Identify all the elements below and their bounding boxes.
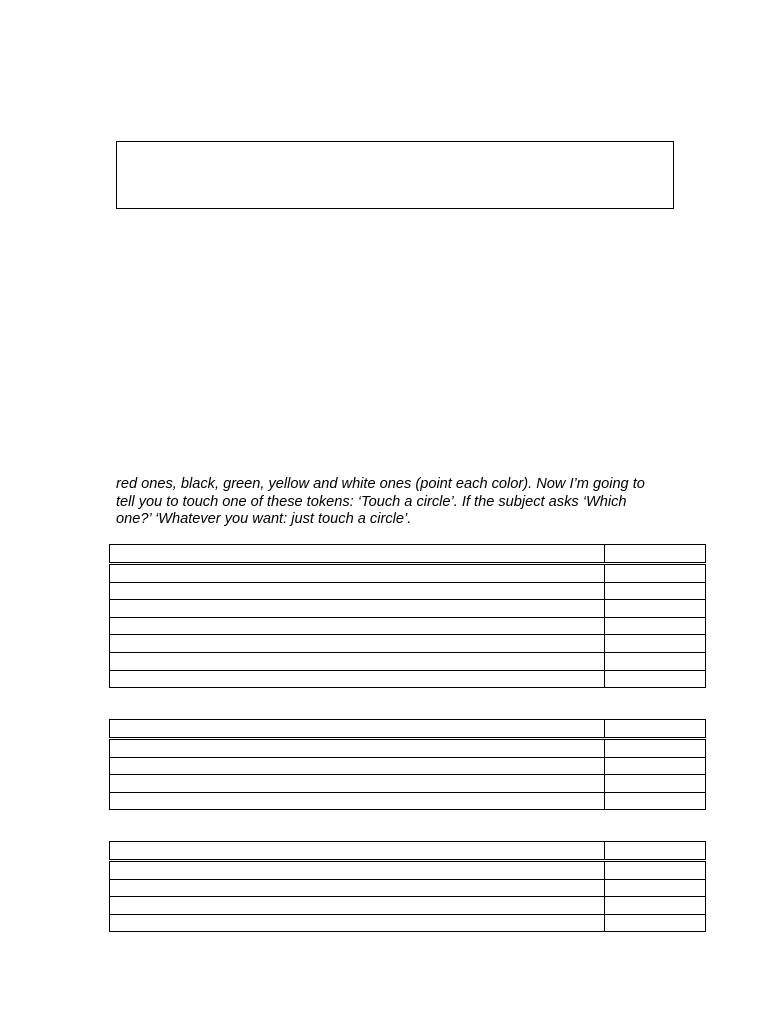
header-cell-score — [605, 545, 706, 564]
score-cell — [605, 600, 706, 618]
table-row — [110, 757, 706, 775]
table-row — [110, 879, 706, 897]
score-cell — [605, 582, 706, 600]
instruction-paragraph — [116, 476, 691, 529]
score-cell — [605, 792, 706, 810]
table-header-row — [110, 545, 706, 564]
score-cell — [605, 670, 706, 688]
table-row — [110, 617, 706, 635]
score-cell — [605, 914, 706, 932]
table-row — [110, 600, 706, 618]
item-cell — [110, 879, 605, 897]
table-row — [110, 897, 706, 915]
instruction-line: red ones, black, green, yellow and white ones (point each color). Now I’m going to — [116, 476, 645, 492]
item-cell — [110, 582, 605, 600]
score-cell — [605, 564, 706, 583]
table-row — [110, 739, 706, 758]
table-row — [110, 582, 706, 600]
table-row — [110, 564, 706, 583]
table-row — [110, 670, 706, 688]
header-cell-item — [110, 842, 605, 861]
item-cell — [110, 792, 605, 810]
instruction-line: one?’ ‘Whatever you want: just touch a circle’. — [116, 511, 412, 527]
item-cell — [110, 652, 605, 670]
score-table-3 — [109, 841, 706, 932]
table-row — [110, 914, 706, 932]
item-cell — [110, 775, 605, 793]
item-cell — [110, 914, 605, 932]
score-cell — [605, 879, 706, 897]
item-cell — [110, 617, 605, 635]
table-row — [110, 775, 706, 793]
score-cell — [605, 897, 706, 915]
item-cell — [110, 670, 605, 688]
item-cell — [110, 757, 605, 775]
score-cell — [605, 739, 706, 758]
table-row — [110, 635, 706, 653]
score-cell — [605, 635, 706, 653]
score-cell — [605, 617, 706, 635]
title-box — [116, 141, 674, 209]
header-cell-score — [605, 720, 706, 739]
item-cell — [110, 600, 605, 618]
item-cell — [110, 635, 605, 653]
item-cell — [110, 739, 605, 758]
table-row — [110, 792, 706, 810]
score-table-1 — [109, 544, 706, 688]
header-cell-score — [605, 842, 706, 861]
table-row — [110, 861, 706, 880]
instruction-line: tell you to touch one of these tokens: ‘Touch a circle’. If the subject asks ‘Which — [116, 493, 627, 510]
score-cell — [605, 861, 706, 880]
item-cell — [110, 897, 605, 915]
table-row — [110, 652, 706, 670]
header-cell-item — [110, 545, 605, 564]
score-cell — [605, 757, 706, 775]
item-cell — [110, 564, 605, 583]
score-cell — [605, 775, 706, 793]
item-cell — [110, 861, 605, 880]
header-cell-item — [110, 720, 605, 739]
table-header-row — [110, 842, 706, 861]
score-cell — [605, 652, 706, 670]
score-table-2 — [109, 719, 706, 810]
table-header-row — [110, 720, 706, 739]
